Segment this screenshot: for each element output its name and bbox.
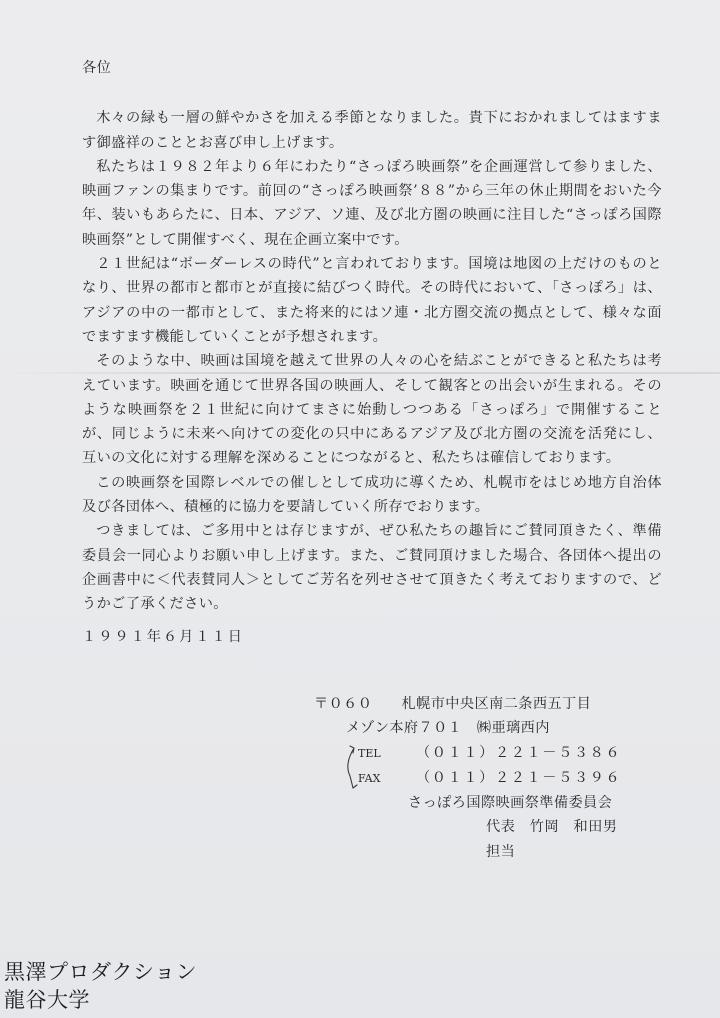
fax-label: FAX: [358, 771, 381, 785]
paragraph-cooperation-request: この映画祭を国際レベルでの催しとして成功に導くため、札幌市をはじめ地方自治体及び各団体へ、積極的に協力を要請していく所存でおります。: [82, 474, 662, 516]
sender-representative: 代表 竹岡 和田男: [486, 819, 618, 836]
paragraph-borderless-era: ２１世紀は“ボーダーレスの時代”と言われております。国境は地図の上だけのものとなり、世界の都市と都市とが直接に結びつく時代。その時代において、「さっぽろ」は、アジアの中の一都市として、また将来的にはソ連・北方圏交流の拠点として、様々な面でますます機能していくことが予想されます。: [82, 256, 662, 345]
watermark-line1: 黒澤プロダクション: [4, 960, 198, 984]
handwritten-bracket-mark: [344, 744, 358, 790]
sender-block: [314, 692, 621, 864]
sender-address-line2: メゾン本府７０１ ㈱亜璃西内: [346, 720, 550, 737]
tel-number: （０１１）２２１－５３８６: [416, 744, 622, 761]
paragraph-film-festival-vision: そのような中、映画は国境を越えて世界の人々の心を結ぶことができると私たちは考えています。映画を通じて世界各国の映画人、そして観客との出会いが生まれる。そのような映画祭を２１世紀に向けてまさに始動しつつある「さっぽろ」で開催することが、同じように未来へ向けての変化の只中にあるアジア及び北方圏の交流を活発にし、互いの文化に対する理解を深めることにつながると、私たちは確信しております。: [82, 353, 662, 467]
letter-body: [82, 56, 662, 649]
paragraph-introduction: 私たちは１９８２年より６年にわたり“さっぽろ映画祭”を企画運営して参りました、映画ファンの集まりです。前回の“さっぽろ映画祭’８８”から三年の休止期間をおいた今年、装いもあらたに、日本、アジア、ソ連、及び北方圏の映画に注目した“さっぽろ国際映画祭”として開催すべく、現在企画立案中です。: [82, 158, 662, 248]
archive-watermark: [4, 958, 197, 1014]
tel-label: TEL: [358, 746, 381, 760]
sender-telephone: [314, 741, 621, 766]
salutation: 各位: [82, 60, 112, 76]
sender-contact: 担当: [486, 843, 516, 860]
sender-fax: [314, 766, 621, 791]
watermark-line2: 龍谷大学: [4, 988, 90, 1012]
letter-date: １９９１年６月１１日: [82, 628, 244, 645]
sender-organization: さっぽろ国際映画祭準備委員会: [408, 795, 613, 812]
fax-number: （０１１）２２１－５３９６: [416, 769, 622, 786]
sender-address-line1: 〒０６０ 札幌市中央区南二条西五丁目: [314, 696, 592, 712]
paragraph-endorsement-request: つきましては、ご多用中とは存じますが、ぜひ私たちの趣旨にご賛同頂きたく、準備委員会一同心よりお願い申し上げます。また、ご賛同頂けました場合、各団体へ提出の企画書中に＜代表賛同人＞としてご芳名を列せさせて頂きたく考えておりますので、どうかご了承ください。: [82, 523, 662, 613]
paragraph-greeting: 木々の緑も一層の鮮やかさを加える季節となりました。貴下におかれましてはますます御盛祥のこととお喜び申し上げます。: [82, 110, 662, 151]
